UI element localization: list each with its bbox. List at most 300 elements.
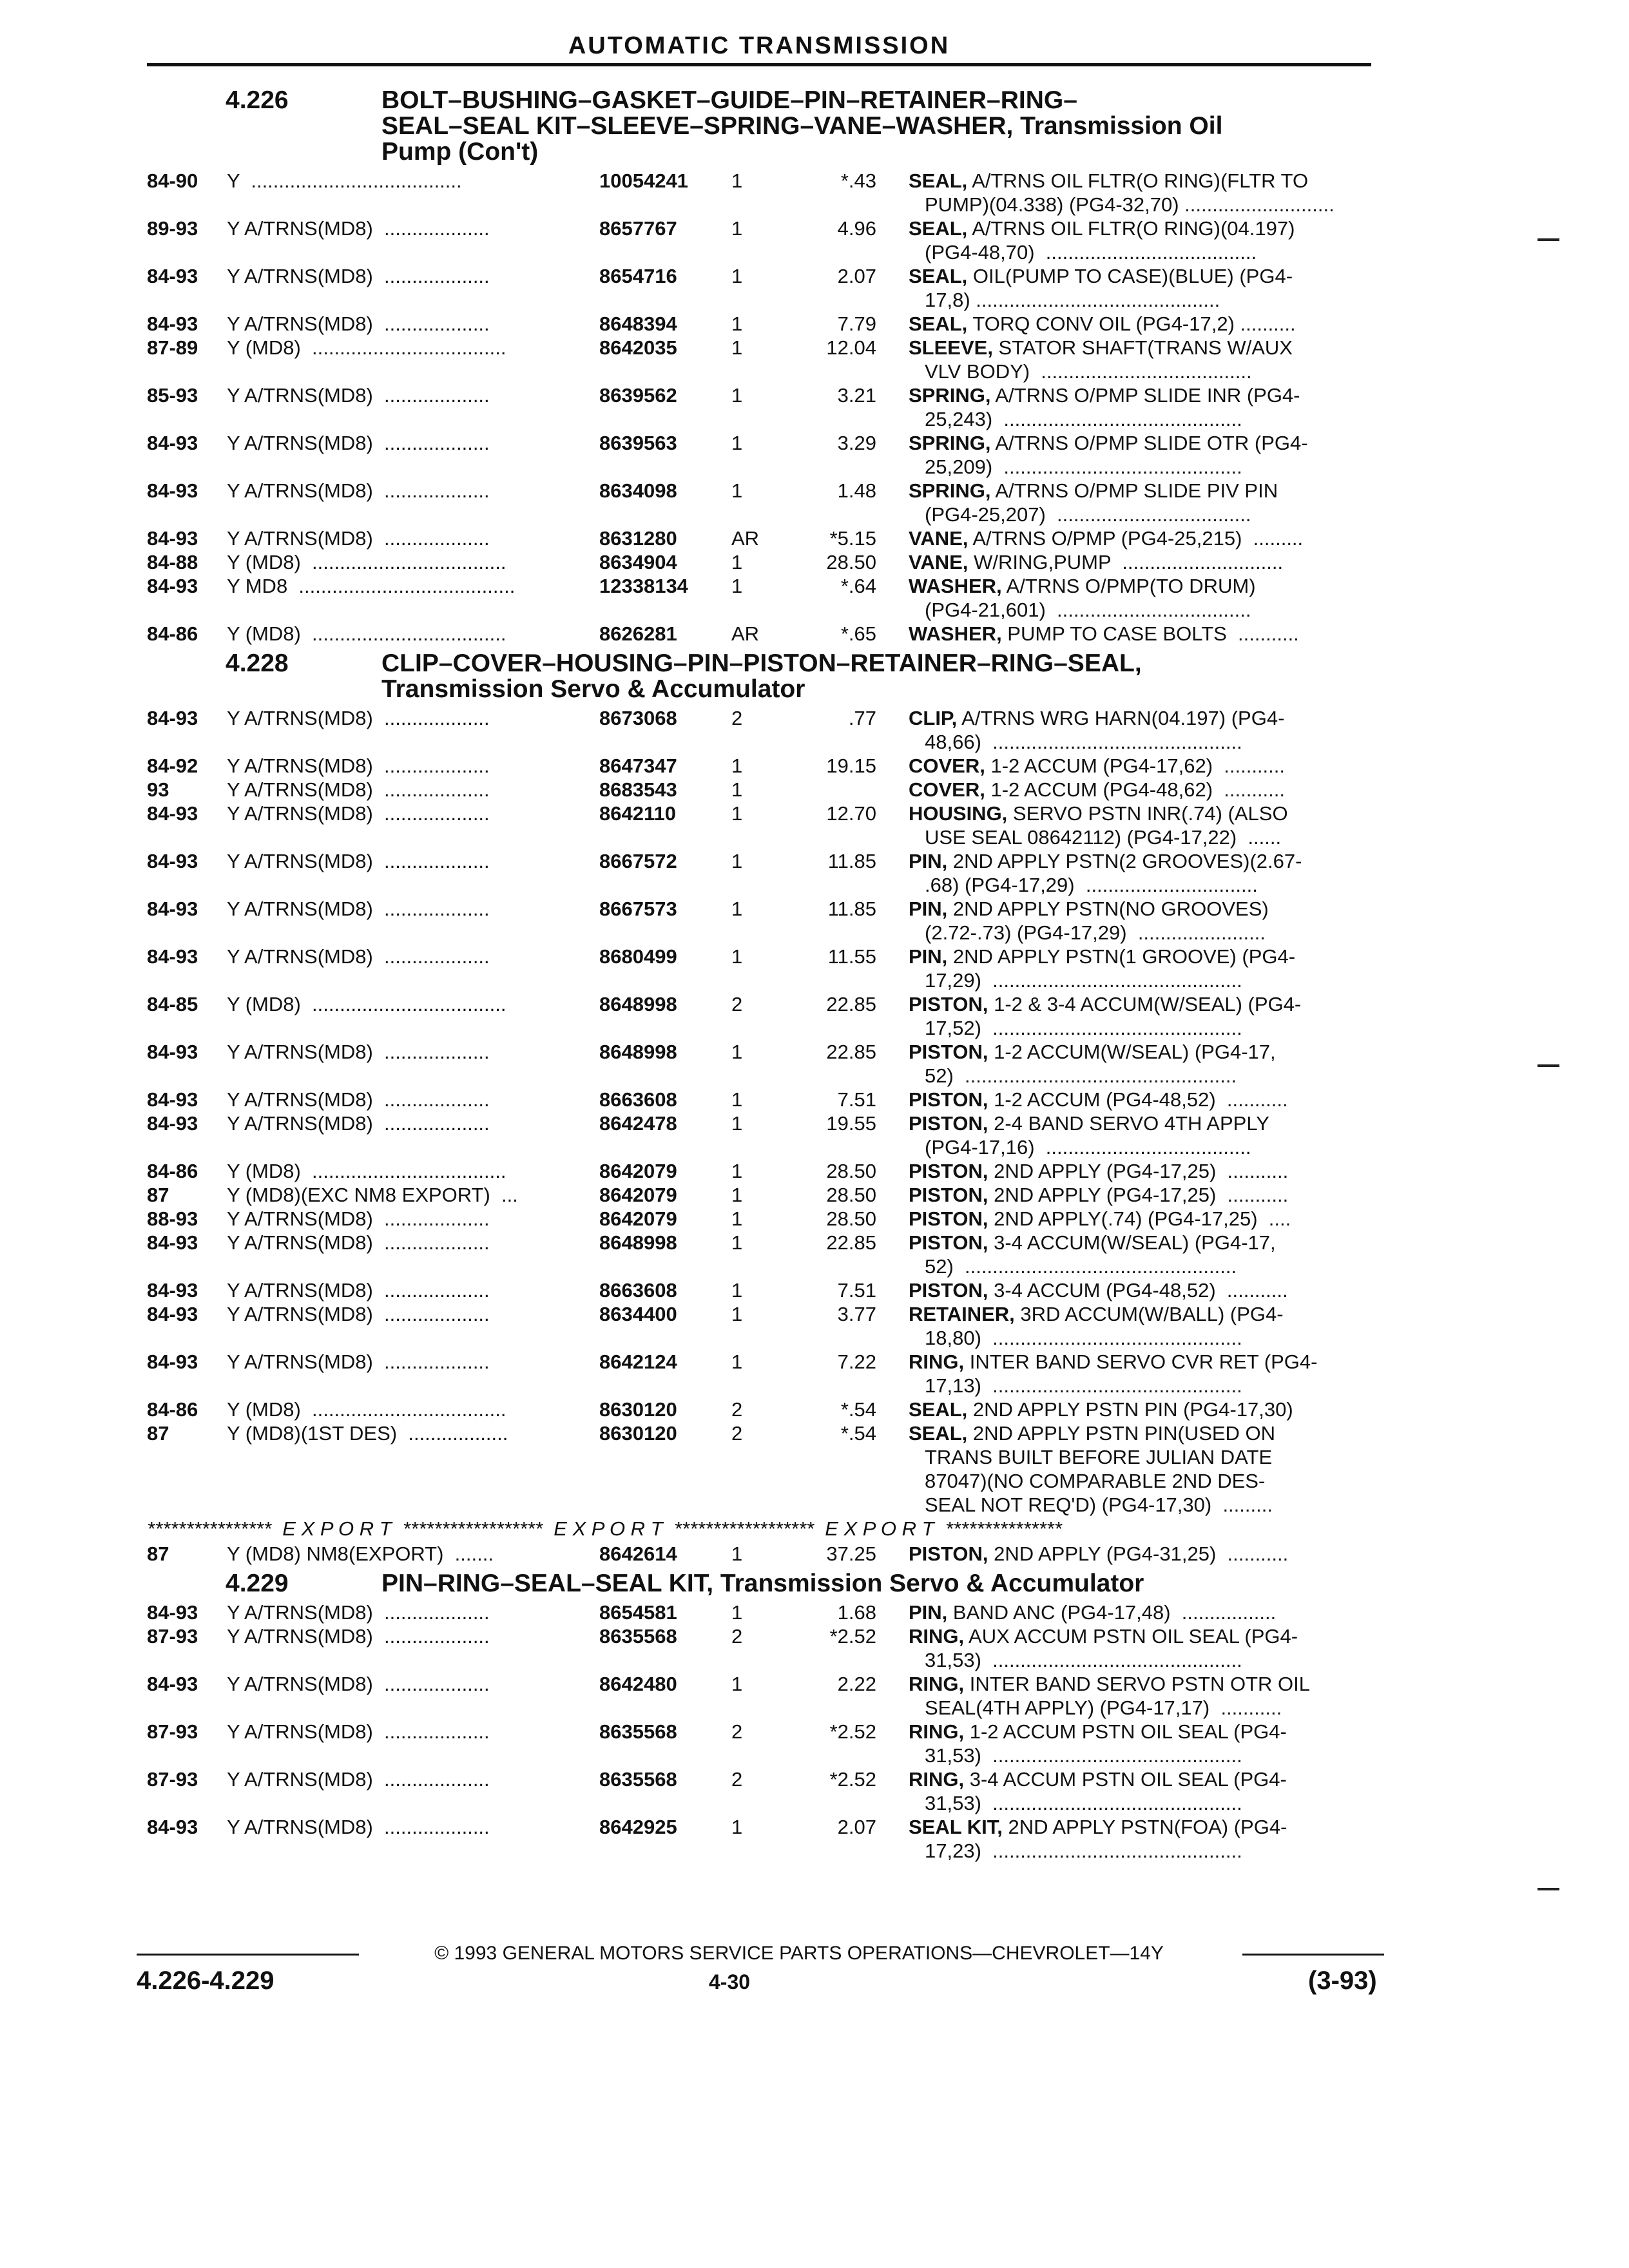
model-years: 84-85 bbox=[147, 993, 198, 1015]
part-number: 8642124 bbox=[599, 1350, 677, 1373]
model-years: 87-93 bbox=[147, 1625, 198, 1648]
model-years: 84-93 bbox=[147, 1673, 198, 1695]
model-applicability: Y A/TRNS(MD8) ................... bbox=[227, 1279, 490, 1302]
part-description bbox=[909, 575, 1385, 598]
part-number: 8657767 bbox=[599, 217, 677, 240]
part-name: PISTON, bbox=[909, 1041, 988, 1063]
description-text: A/TRNS O/PMP SLIDE PIV PIN bbox=[990, 479, 1278, 502]
quantity: 1 bbox=[731, 1542, 743, 1565]
part-description bbox=[909, 479, 1385, 503]
footer-copyright: © 1993 GENERAL MOTORS SERVICE PARTS OPERATIONS—CHEVROLET—14Y bbox=[434, 1943, 1164, 1964]
quantity: 1 bbox=[731, 551, 743, 573]
part-number: 12338134 bbox=[599, 575, 688, 597]
part-description bbox=[909, 1673, 1385, 1696]
part-number: 8635568 bbox=[599, 1768, 677, 1791]
quantity: 1 bbox=[731, 898, 743, 920]
quantity: AR bbox=[731, 622, 760, 645]
model-years: 93 bbox=[147, 778, 169, 801]
part-number: 8648998 bbox=[599, 1231, 677, 1254]
part-name: RETAINER, bbox=[909, 1303, 1015, 1325]
description-continuation-text: 17,52) ............................................. bbox=[925, 1017, 1242, 1039]
part-number: 8642079 bbox=[599, 1184, 677, 1206]
part-name: PISTON, bbox=[909, 1160, 988, 1182]
margin-mark bbox=[1537, 1064, 1559, 1067]
section-title-text: Pump (Con't) bbox=[381, 138, 539, 166]
model-applicability: Y A/TRNS(MD8) ................... bbox=[227, 1112, 490, 1135]
model-applicability: Y A/TRNS(MD8) ................... bbox=[227, 1088, 490, 1111]
part-description bbox=[909, 622, 1385, 646]
model-years: 84-93 bbox=[147, 1088, 198, 1111]
description-text: 2-4 BAND SERVO 4TH APPLY bbox=[988, 1112, 1269, 1135]
model-applicability: Y A/TRNS(MD8) ................... bbox=[227, 945, 490, 968]
part-number: 8635568 bbox=[599, 1625, 677, 1648]
price: 7.79 bbox=[837, 312, 876, 335]
model-applicability: Y A/TRNS(MD8) ................... bbox=[227, 1350, 490, 1373]
price: *.65 bbox=[840, 622, 876, 645]
part-number: 8630120 bbox=[599, 1398, 677, 1421]
part-number: 8642614 bbox=[599, 1542, 677, 1565]
part-number: 8634400 bbox=[599, 1303, 677, 1325]
model-applicability: Y A/TRNS(MD8) ................... bbox=[227, 265, 490, 287]
model-years: 84-93 bbox=[147, 527, 198, 550]
price: 28.50 bbox=[826, 1207, 876, 1230]
model-applicability: Y A/TRNS(MD8) ................... bbox=[227, 778, 490, 801]
price: 22.85 bbox=[826, 1041, 876, 1063]
part-number: 8642480 bbox=[599, 1673, 677, 1695]
price: 2.22 bbox=[837, 1673, 876, 1695]
model-applicability: Y (MD8) ................................... bbox=[227, 622, 506, 645]
model-years: 84-88 bbox=[147, 551, 198, 573]
description-continuation-text: 52) ................................................. bbox=[925, 1255, 1237, 1278]
price: 3.21 bbox=[837, 384, 876, 407]
quantity: 1 bbox=[731, 1088, 743, 1111]
price: .77 bbox=[848, 707, 876, 729]
part-description bbox=[909, 265, 1385, 288]
model-years: 87-93 bbox=[147, 1720, 198, 1743]
quantity: 1 bbox=[731, 1207, 743, 1230]
description-continuation-text: 17,23) ............................................. bbox=[925, 1840, 1242, 1862]
description-text: 1-2 ACCUM (PG4-17,62) ........... bbox=[985, 754, 1285, 777]
model-years: 89-93 bbox=[147, 217, 198, 240]
footer-page-number: 4-30 bbox=[709, 1970, 751, 1994]
model-applicability: Y (MD8) ................................... bbox=[227, 551, 506, 573]
part-description bbox=[909, 898, 1385, 921]
part-description bbox=[909, 1542, 1385, 1566]
model-years: 87-93 bbox=[147, 1768, 198, 1791]
part-name: SEAL, bbox=[909, 312, 968, 335]
price: 12.04 bbox=[826, 336, 876, 359]
description-continuation-text: 25,209) ........................................... bbox=[925, 456, 1242, 478]
description-continuation-text: 31,53) ............................................. bbox=[925, 1649, 1242, 1671]
model-applicability: Y (MD8) ................................... bbox=[227, 993, 506, 1015]
price: 7.51 bbox=[837, 1088, 876, 1111]
part-description bbox=[909, 1720, 1385, 1744]
model-years: 84-93 bbox=[147, 575, 198, 597]
description-text: A/TRNS OIL FLTR(O RING)(04.197) bbox=[967, 217, 1295, 240]
description-text: 2ND APPLY (PG4-17,25) ........... bbox=[988, 1184, 1289, 1206]
model-years: 87 bbox=[147, 1422, 169, 1445]
part-description bbox=[909, 1231, 1385, 1254]
part-number: 10054241 bbox=[599, 169, 688, 192]
price: *.43 bbox=[840, 169, 876, 192]
description-text: TORQ CONV OIL (PG4-17,2) .......... bbox=[967, 312, 1296, 335]
model-years: 84-92 bbox=[147, 754, 198, 777]
price: 19.55 bbox=[826, 1112, 876, 1135]
description-continuation-text: TRANS BUILT BEFORE JULIAN DATE bbox=[925, 1446, 1273, 1468]
part-description bbox=[909, 993, 1385, 1016]
description-continuation-text: (PG4-25,207) ................................... bbox=[925, 503, 1251, 526]
model-applicability: Y ...................................... bbox=[227, 169, 462, 192]
quantity: 1 bbox=[731, 945, 743, 968]
part-description bbox=[909, 850, 1385, 873]
description-text: 2ND APPLY (PG4-31,25) ........... bbox=[988, 1542, 1289, 1565]
price: 11.85 bbox=[827, 898, 876, 920]
description-text: 3-4 ACCUM(W/SEAL) (PG4-17, bbox=[988, 1231, 1276, 1254]
export-divider: **************** E X P O R T ****************** E X P O R T ****************** E X P O R T *************** bbox=[147, 1517, 1062, 1540]
description-text: 2ND APPLY PSTN(NO GROOVES) bbox=[947, 898, 1269, 920]
part-number: 8631280 bbox=[599, 527, 677, 550]
description-text: A/TRNS O/PMP SLIDE INR (PG4- bbox=[990, 384, 1300, 407]
model-applicability: Y MD8 ....................................... bbox=[227, 575, 516, 597]
quantity: 2 bbox=[731, 1625, 743, 1648]
part-name: PISTON, bbox=[909, 1207, 988, 1230]
description-continuation-text: 18,80) ............................................. bbox=[925, 1327, 1242, 1349]
section-number: 4.229 bbox=[226, 1570, 289, 1597]
description-text: 2ND APPLY PSTN(2 GROOVES)(2.67- bbox=[947, 850, 1302, 872]
model-applicability: Y A/TRNS(MD8) ................... bbox=[227, 754, 490, 777]
part-name: WASHER, bbox=[909, 575, 1002, 597]
description-continuation-text: .68) (PG4-17,29) ............................... bbox=[925, 874, 1258, 896]
model-applicability: Y A/TRNS(MD8) ................... bbox=[227, 1816, 490, 1838]
quantity: 1 bbox=[731, 778, 743, 801]
model-applicability: Y A/TRNS(MD8) ................... bbox=[227, 707, 490, 729]
model-years: 84-93 bbox=[147, 1816, 198, 1838]
model-years: 84-93 bbox=[147, 432, 198, 454]
description-continuation-text: 52) ................................................. bbox=[925, 1064, 1237, 1087]
quantity: 1 bbox=[731, 850, 743, 872]
model-years: 84-93 bbox=[147, 265, 198, 287]
part-number: 8667573 bbox=[599, 898, 677, 920]
description-text: 1-2 & 3-4 ACCUM(W/SEAL) (PG4- bbox=[988, 993, 1302, 1015]
price: 4.96 bbox=[837, 217, 876, 240]
description-text: A/TRNS O/PMP SLIDE OTR (PG4- bbox=[990, 432, 1308, 454]
part-name: PISTON, bbox=[909, 1231, 988, 1254]
model-applicability: Y A/TRNS(MD8) ................... bbox=[227, 1720, 490, 1743]
part-description bbox=[909, 1625, 1385, 1648]
model-years: 84-93 bbox=[147, 898, 198, 920]
description-continuation-text: VLV BODY) ...................................... bbox=[925, 360, 1252, 383]
model-applicability: Y (MD8) ................................... bbox=[227, 336, 506, 359]
section-title: PIN–RING–SEAL–SEAL KIT, Transmission Servo & Accumulator bbox=[381, 1570, 1144, 1597]
quantity: 2 bbox=[731, 1422, 743, 1445]
part-name: PISTON, bbox=[909, 1184, 988, 1206]
part-name: VANE, bbox=[909, 551, 969, 573]
quantity: 1 bbox=[731, 1041, 743, 1063]
section-number: 4.226 bbox=[226, 86, 289, 114]
part-name: SPRING, bbox=[909, 432, 991, 454]
model-applicability: Y (MD8) ................................... bbox=[227, 1160, 506, 1182]
part-number: 8648998 bbox=[599, 993, 677, 1015]
price: *.54 bbox=[840, 1398, 876, 1421]
description-continuation-text: (PG4-21,601) ................................... bbox=[925, 599, 1251, 621]
quantity: 1 bbox=[731, 312, 743, 335]
description-text: A/TRNS O/PMP(TO DRUM) bbox=[1001, 575, 1256, 597]
price: *5.15 bbox=[829, 527, 876, 550]
model-applicability: Y (MD8) NM8(EXPORT) ....... bbox=[227, 1542, 494, 1565]
part-description bbox=[909, 802, 1385, 825]
part-number: 8663608 bbox=[599, 1088, 677, 1111]
model-years: 88-93 bbox=[147, 1207, 198, 1230]
model-applicability: Y A/TRNS(MD8) ................... bbox=[227, 1303, 490, 1325]
model-years: 87-89 bbox=[147, 336, 198, 359]
model-applicability: Y A/TRNS(MD8) ................... bbox=[227, 898, 490, 920]
part-description bbox=[909, 1184, 1385, 1207]
part-name: PISTON, bbox=[909, 1112, 988, 1135]
description-text: 2ND APPLY PSTN(1 GROOVE) (PG4- bbox=[947, 945, 1296, 968]
part-name: PIN, bbox=[909, 1601, 948, 1624]
section-title: BOLT–BUSHING–GASKET–GUIDE–PIN–RETAINER–RING– bbox=[381, 86, 1077, 114]
model-applicability: Y A/TRNS(MD8) ................... bbox=[227, 1207, 490, 1230]
part-number: 8642110 bbox=[599, 802, 676, 825]
quantity: 1 bbox=[731, 336, 743, 359]
model-years: 84-93 bbox=[147, 312, 198, 335]
model-years: 84-93 bbox=[147, 1041, 198, 1063]
part-name: PISTON, bbox=[909, 1542, 988, 1565]
model-years: 84-86 bbox=[147, 622, 198, 645]
quantity: 1 bbox=[731, 479, 743, 502]
part-number: 8647347 bbox=[599, 754, 677, 777]
description-text: 3-4 ACCUM PSTN OIL SEAL (PG4- bbox=[964, 1768, 1287, 1791]
description-text: 1-2 ACCUM (PG4-48,52) ........... bbox=[988, 1088, 1288, 1111]
quantity: 2 bbox=[731, 1720, 743, 1743]
part-name: VANE, bbox=[909, 527, 969, 550]
part-number: 8648998 bbox=[599, 1041, 677, 1063]
section-number: 4.228 bbox=[226, 649, 289, 677]
part-description bbox=[909, 384, 1385, 407]
footer-rule-left bbox=[137, 1954, 359, 1956]
price: *2.52 bbox=[829, 1625, 876, 1648]
model-years: 84-93 bbox=[147, 707, 198, 729]
description-continuation-text: 31,53) ............................................. bbox=[925, 1744, 1242, 1767]
part-description bbox=[909, 945, 1385, 968]
description-continuation-text: (2.72-.73) (PG4-17,29) ....................... bbox=[925, 921, 1266, 944]
description-text: 2ND APPLY PSTN(FOA) (PG4- bbox=[1002, 1816, 1287, 1838]
part-number: 8683543 bbox=[599, 778, 677, 801]
description-continuation-text: 31,53) ............................................. bbox=[925, 1792, 1242, 1814]
part-name: SPRING, bbox=[909, 384, 991, 407]
description-text: 3RD ACCUM(W/BALL) (PG4- bbox=[1014, 1303, 1284, 1325]
part-description bbox=[909, 1088, 1385, 1111]
model-years: 84-86 bbox=[147, 1160, 198, 1182]
quantity: 1 bbox=[731, 575, 743, 597]
description-text: 1-2 ACCUM (PG4-48,62) ........... bbox=[985, 778, 1285, 801]
model-years: 85-93 bbox=[147, 384, 198, 407]
description-text: 2ND APPLY PSTN PIN(USED ON bbox=[967, 1422, 1276, 1445]
model-years: 84-93 bbox=[147, 1112, 198, 1135]
quantity: AR bbox=[731, 527, 760, 550]
section-title-text: SEAL–SEAL KIT–SLEEVE–SPRING–VANE–WASHER, Transmission Oil bbox=[381, 112, 1223, 140]
model-applicability: Y A/TRNS(MD8) ................... bbox=[227, 527, 490, 550]
quantity: 1 bbox=[731, 217, 743, 240]
model-years: 84-93 bbox=[147, 1303, 198, 1325]
part-number: 8639563 bbox=[599, 432, 677, 454]
description-continuation-text: 48,66) ............................................. bbox=[925, 731, 1242, 753]
part-description bbox=[909, 527, 1385, 550]
description-continuation-text: 17,13) ............................................. bbox=[925, 1374, 1242, 1397]
description-text: STATOR SHAFT(TRANS W/AUX bbox=[992, 336, 1293, 359]
description-text: A/TRNS OIL FLTR(O RING)(FLTR TO bbox=[967, 169, 1309, 192]
description-continuation-text: (PG4-48,70) ...................................... bbox=[925, 241, 1257, 264]
price: *2.52 bbox=[829, 1720, 876, 1743]
price: 19.15 bbox=[826, 754, 876, 777]
part-description bbox=[909, 217, 1385, 240]
part-name: RING, bbox=[909, 1350, 965, 1373]
part-number: 8667572 bbox=[599, 850, 677, 872]
part-name: CLIP, bbox=[909, 707, 958, 729]
part-number: 8634098 bbox=[599, 479, 677, 502]
part-name: RING, bbox=[909, 1673, 965, 1695]
model-applicability: Y A/TRNS(MD8) ................... bbox=[227, 802, 490, 825]
part-number: 8654716 bbox=[599, 265, 677, 287]
description-text: INTER BAND SERVO CVR RET (PG4- bbox=[964, 1350, 1318, 1373]
description-continuation-text: (PG4-17,16) ..................................... bbox=[925, 1136, 1251, 1158]
price: *2.52 bbox=[829, 1768, 876, 1791]
section-title: CLIP–COVER–HOUSING–PIN–PISTON–RETAINER–RING–SEAL, bbox=[381, 649, 1142, 677]
quantity: 1 bbox=[731, 265, 743, 287]
part-description bbox=[909, 1279, 1385, 1302]
quantity: 1 bbox=[731, 1816, 743, 1838]
model-applicability: Y A/TRNS(MD8) ................... bbox=[227, 312, 490, 335]
price: 3.77 bbox=[837, 1303, 876, 1325]
part-number: 8635568 bbox=[599, 1720, 677, 1743]
margin-mark bbox=[1537, 1888, 1559, 1890]
model-applicability: Y A/TRNS(MD8) ................... bbox=[227, 217, 490, 240]
part-description bbox=[909, 1207, 1385, 1231]
part-name: RING, bbox=[909, 1720, 965, 1743]
model-applicability: Y A/TRNS(MD8) ................... bbox=[227, 432, 490, 454]
part-description bbox=[909, 707, 1385, 730]
description-text: BAND ANC (PG4-17,48) ................. bbox=[947, 1601, 1277, 1624]
part-description bbox=[909, 1422, 1385, 1445]
part-description bbox=[909, 312, 1385, 336]
part-name: SEAL, bbox=[909, 217, 968, 240]
price: 28.50 bbox=[826, 551, 876, 573]
quantity: 1 bbox=[731, 1303, 743, 1325]
quantity: 1 bbox=[731, 1160, 743, 1182]
part-number: 8642035 bbox=[599, 336, 677, 359]
part-name: COVER, bbox=[909, 778, 985, 801]
description-continuation-text: PUMP)(04.338) (PG4-32,70) ........................... bbox=[925, 193, 1335, 216]
part-name: SLEEVE, bbox=[909, 336, 993, 359]
model-years: 84-93 bbox=[147, 1279, 198, 1302]
quantity: 1 bbox=[731, 169, 743, 192]
model-years: 87 bbox=[147, 1184, 169, 1206]
model-years: 84-93 bbox=[147, 1601, 198, 1624]
model-years: 84-93 bbox=[147, 850, 198, 872]
description-continuation-text: 17,29) ............................................. bbox=[925, 969, 1242, 992]
footer-rule-right bbox=[1242, 1954, 1384, 1956]
description-text: A/TRNS O/PMP (PG4-25,215) ......... bbox=[968, 527, 1304, 550]
part-name: SEAL KIT, bbox=[909, 1816, 1003, 1838]
part-description bbox=[909, 1160, 1385, 1183]
quantity: 1 bbox=[731, 1601, 743, 1624]
description-text: PUMP TO CASE BOLTS ........... bbox=[1001, 622, 1299, 645]
part-number: 8654581 bbox=[599, 1601, 677, 1624]
model-years: 84-93 bbox=[147, 1231, 198, 1254]
part-name: SPRING, bbox=[909, 479, 991, 502]
header-rule bbox=[147, 63, 1371, 66]
part-number: 8642478 bbox=[599, 1112, 677, 1135]
description-text: INTER BAND SERVO PSTN OTR OIL bbox=[964, 1673, 1310, 1695]
description-continuation-text: SEAL(4TH APPLY) (PG4-17,17) ........... bbox=[925, 1696, 1282, 1719]
description-continuation-text: USE SEAL 08642112) (PG4-17,22) ...... bbox=[925, 826, 1282, 849]
part-name: SEAL, bbox=[909, 169, 968, 192]
part-description bbox=[909, 336, 1385, 360]
description-continuation-text: 25,243) ........................................... bbox=[925, 408, 1242, 430]
model-applicability: Y A/TRNS(MD8) ................... bbox=[227, 479, 490, 502]
part-number: 8663608 bbox=[599, 1279, 677, 1302]
quantity: 1 bbox=[731, 754, 743, 777]
description-text: W/RING,PUMP ............................. bbox=[968, 551, 1284, 573]
part-description bbox=[909, 1601, 1385, 1624]
model-applicability: Y A/TRNS(MD8) ................... bbox=[227, 1231, 490, 1254]
part-number: 8642925 bbox=[599, 1816, 677, 1838]
price: 28.50 bbox=[826, 1184, 876, 1206]
quantity: 2 bbox=[731, 1398, 743, 1421]
model-applicability: Y A/TRNS(MD8) ................... bbox=[227, 1041, 490, 1063]
quantity: 1 bbox=[731, 1231, 743, 1254]
price: 3.29 bbox=[837, 432, 876, 454]
part-description bbox=[909, 1350, 1385, 1374]
model-applicability: Y A/TRNS(MD8) ................... bbox=[227, 1768, 490, 1791]
price: 2.07 bbox=[837, 1816, 876, 1838]
price: *.64 bbox=[840, 575, 876, 597]
part-name: SEAL, bbox=[909, 1422, 968, 1445]
description-text: 2ND APPLY(.74) (PG4-17,25) .... bbox=[988, 1207, 1291, 1230]
model-applicability: Y A/TRNS(MD8) ................... bbox=[227, 384, 490, 407]
part-description bbox=[909, 1398, 1385, 1421]
description-text: 1-2 ACCUM(W/SEAL) (PG4-17, bbox=[988, 1041, 1276, 1063]
quantity: 2 bbox=[731, 993, 743, 1015]
description-text: 1-2 ACCUM PSTN OIL SEAL (PG4- bbox=[964, 1720, 1287, 1743]
price: 37.25 bbox=[826, 1542, 876, 1565]
footer-date: (3-93) bbox=[1308, 1966, 1377, 1995]
description-text: 2ND APPLY PSTN PIN (PG4-17,30) bbox=[967, 1398, 1293, 1421]
part-name: PISTON, bbox=[909, 993, 988, 1015]
part-name: HOUSING, bbox=[909, 802, 1008, 825]
price: 11.85 bbox=[827, 850, 876, 872]
model-years: 84-93 bbox=[147, 802, 198, 825]
part-name: WASHER, bbox=[909, 622, 1002, 645]
part-name: PIN, bbox=[909, 945, 948, 968]
part-number: 8630120 bbox=[599, 1422, 677, 1445]
part-description bbox=[909, 754, 1385, 778]
price: 1.48 bbox=[837, 479, 876, 502]
part-description bbox=[909, 1112, 1385, 1135]
quantity: 1 bbox=[731, 1279, 743, 1302]
description-text: AUX ACCUM PSTN OIL SEAL (PG4- bbox=[964, 1625, 1298, 1648]
part-name: SEAL, bbox=[909, 1398, 968, 1421]
price: *.54 bbox=[840, 1422, 876, 1445]
quantity: 1 bbox=[731, 1112, 743, 1135]
model-years: 87 bbox=[147, 1542, 169, 1565]
price: 28.50 bbox=[826, 1160, 876, 1182]
model-applicability: Y A/TRNS(MD8) ................... bbox=[227, 1601, 490, 1624]
quantity: 1 bbox=[731, 1673, 743, 1695]
part-number: 8648394 bbox=[599, 312, 677, 335]
part-description bbox=[909, 1768, 1385, 1791]
model-years: 84-86 bbox=[147, 1398, 198, 1421]
